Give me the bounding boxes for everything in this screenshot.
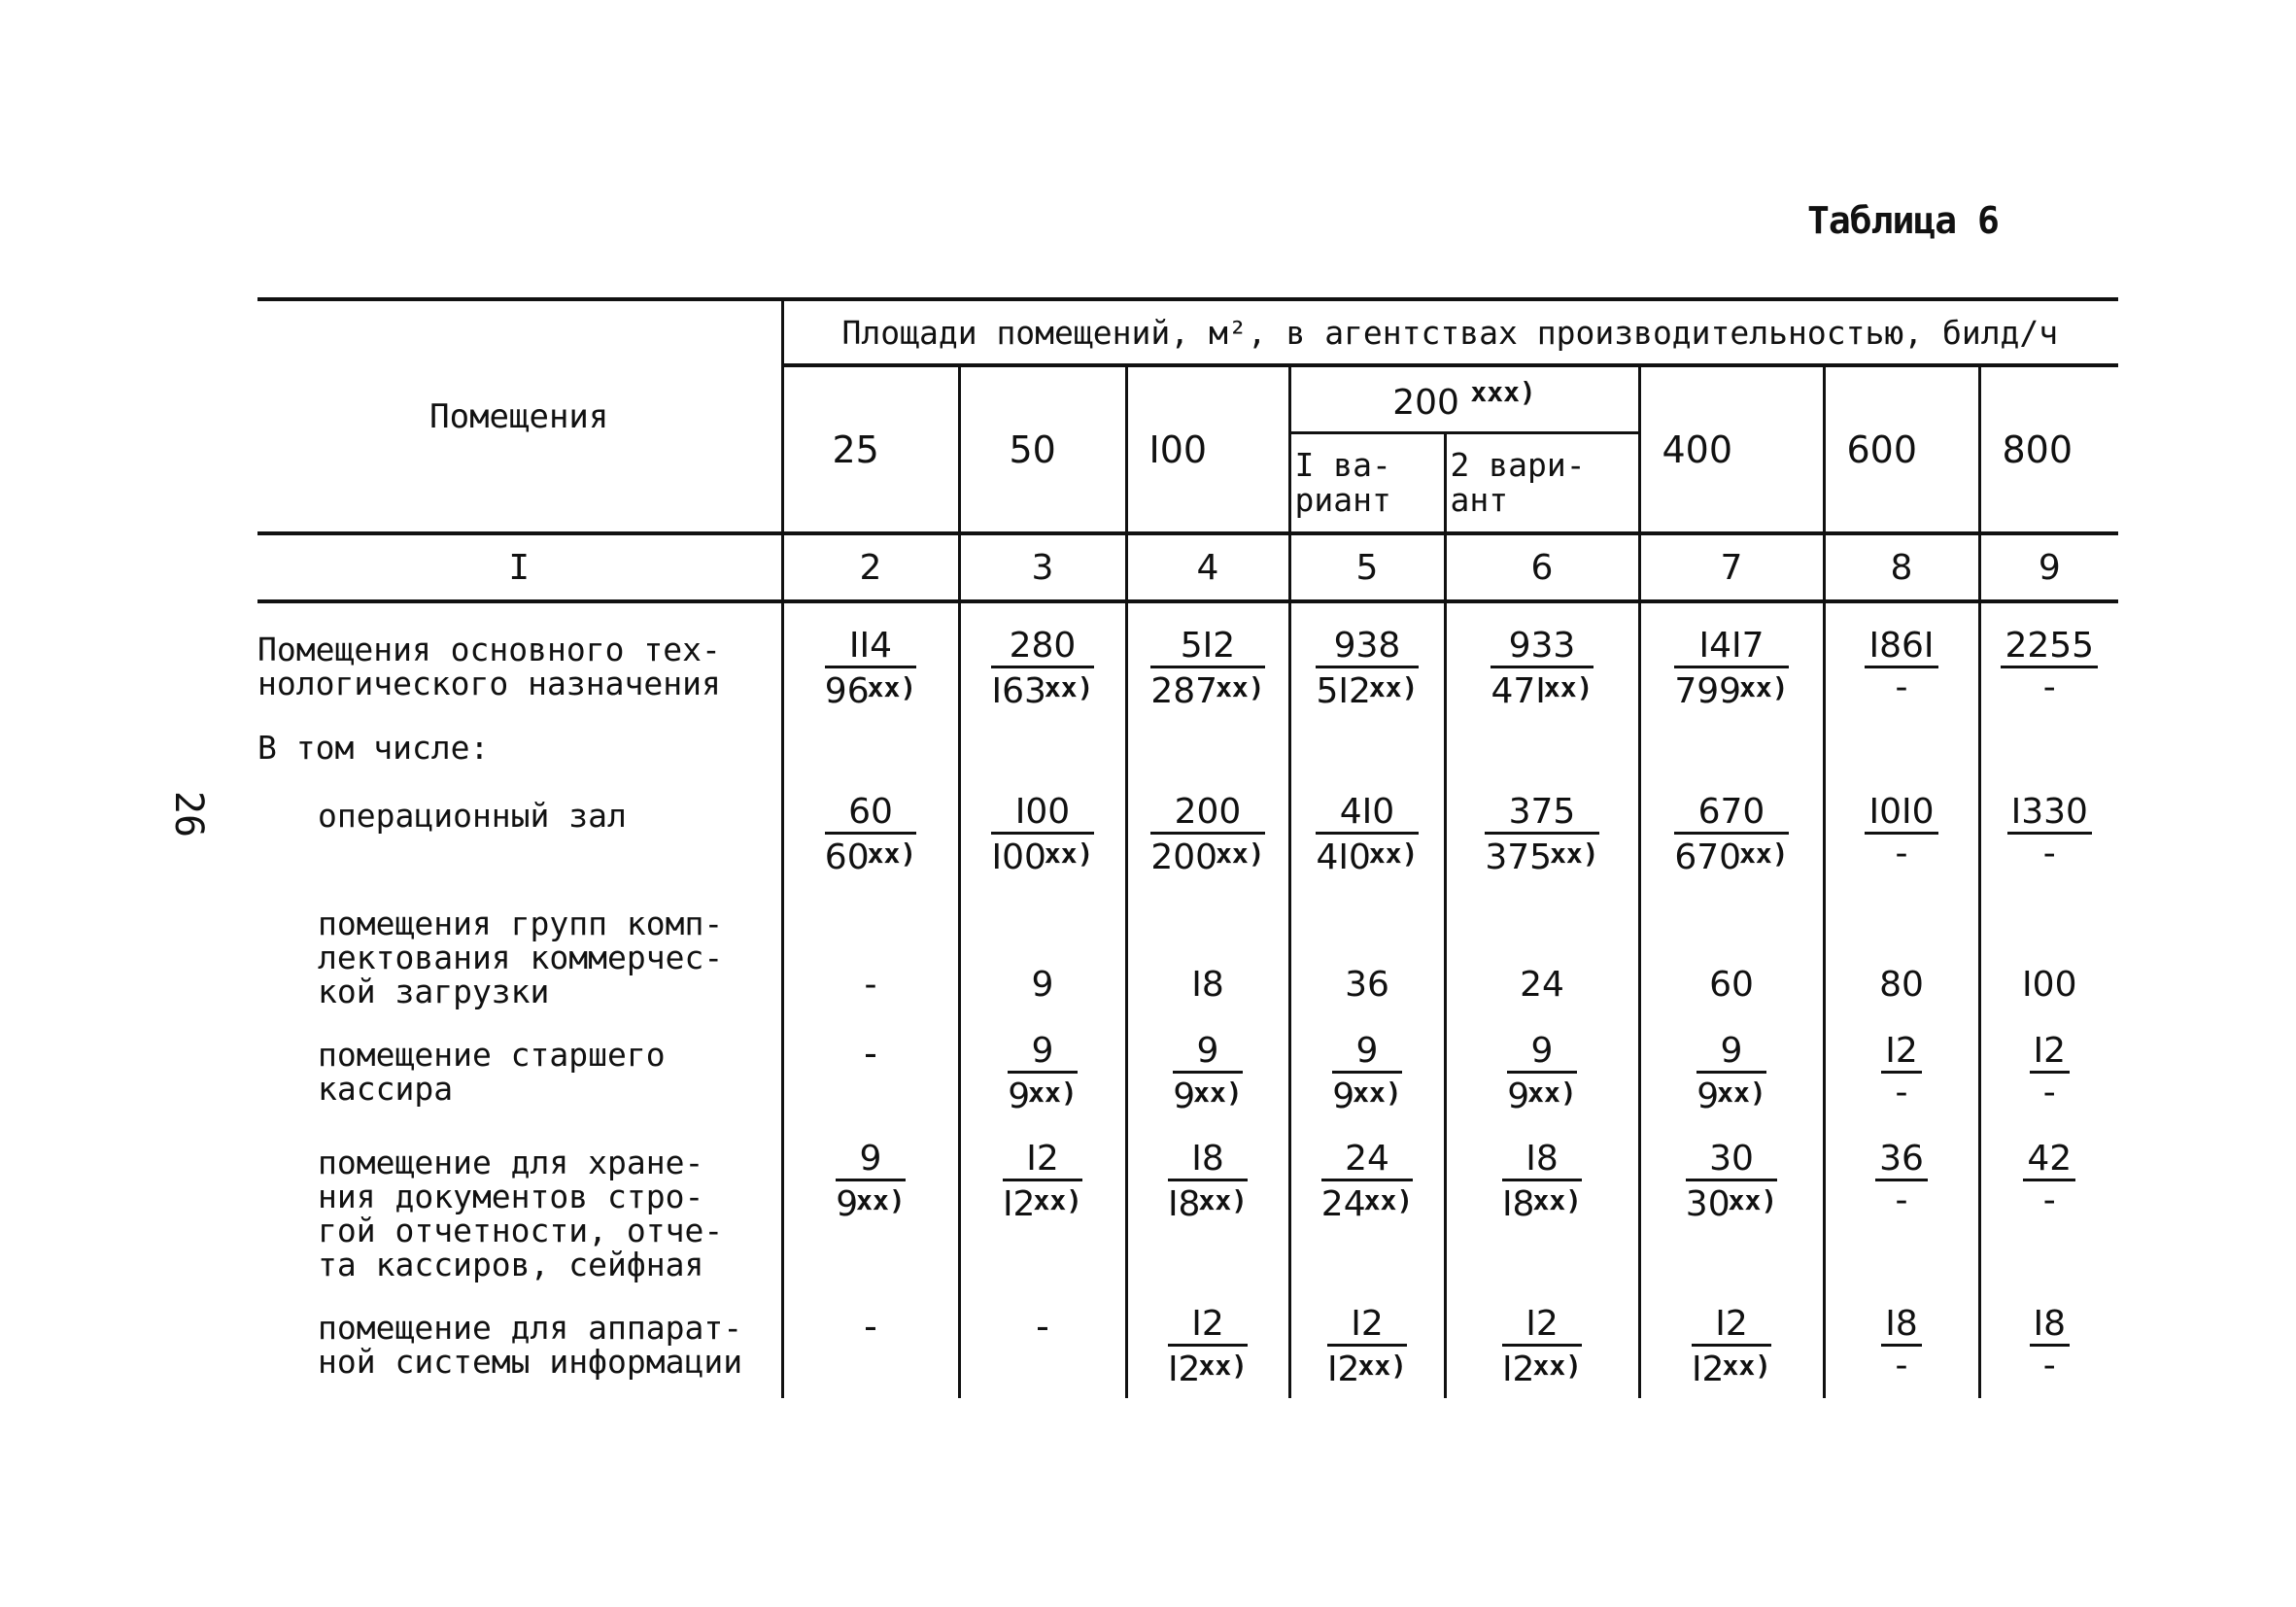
fraction-value bbox=[1692, 1305, 1771, 1389]
value-cell bbox=[1979, 1009, 2118, 1116]
footnote-mark: xx) bbox=[1044, 671, 1094, 703]
value-cell: - bbox=[782, 877, 959, 1009]
column-number: 5 bbox=[1289, 533, 1445, 601]
fraction-value bbox=[1008, 1032, 1077, 1116]
fraction-denominator: I00xx) bbox=[991, 838, 1094, 877]
fraction-denominator: - bbox=[2042, 834, 2056, 873]
fraction-numerator: 280 bbox=[991, 627, 1093, 668]
value-cell: I8 bbox=[1126, 877, 1289, 1009]
value-cell bbox=[959, 711, 1126, 769]
value-cell bbox=[959, 1116, 1126, 1282]
fraction-numerator: 670 bbox=[1674, 793, 1788, 835]
row-label: операционный зал bbox=[318, 797, 627, 835]
fraction-denominator: 9xx) bbox=[1173, 1077, 1243, 1116]
table-row bbox=[257, 877, 2118, 1009]
fraction-numerator: I4I7 bbox=[1674, 627, 1788, 668]
row-label: помещение для хране- ния документов стро- гой отчетности, отче- та кассиров, сейфная bbox=[318, 1144, 724, 1283]
value-cell bbox=[1126, 711, 1289, 769]
fraction-denominator: 670xx) bbox=[1674, 838, 1789, 877]
fraction-numerator: 9 bbox=[836, 1140, 905, 1181]
empty-value: - bbox=[864, 1032, 877, 1075]
fraction-numerator: 9 bbox=[1173, 1032, 1242, 1074]
fraction-value bbox=[836, 1140, 905, 1224]
fraction-denominator: 200xx) bbox=[1150, 838, 1265, 877]
page-number: 26 bbox=[166, 790, 212, 838]
value-cell bbox=[1639, 711, 1824, 769]
fraction-numerator: 5I2 bbox=[1150, 627, 1264, 668]
rooms-header: Помещения bbox=[257, 299, 782, 533]
value-cell bbox=[1979, 1282, 2118, 1398]
value-cell bbox=[1445, 1009, 1639, 1116]
value-cell bbox=[1445, 1282, 1639, 1398]
capacity-200 bbox=[1289, 365, 1639, 433]
value-cell bbox=[1824, 1116, 1979, 1282]
footnote-mark: xx) bbox=[1550, 838, 1599, 870]
value-cell bbox=[1639, 1282, 1824, 1398]
value-cell bbox=[959, 769, 1126, 877]
row-label: помещение старшего кассира bbox=[318, 1036, 666, 1108]
fraction-denominator: 375xx) bbox=[1485, 838, 1599, 877]
fraction-value bbox=[1674, 793, 1788, 877]
fraction-numerator: 938 bbox=[1316, 627, 1418, 668]
footnote-mark: xx) bbox=[1216, 671, 1265, 703]
fraction-denominator: - bbox=[1895, 667, 1908, 707]
empty-value: - bbox=[864, 1305, 877, 1348]
fraction-denominator: 287xx) bbox=[1150, 671, 1265, 711]
fraction-denominator: 4I0xx) bbox=[1316, 838, 1419, 877]
fraction-numerator: I2 bbox=[1881, 1032, 1922, 1074]
fraction-value bbox=[1686, 1140, 1777, 1224]
table-row bbox=[257, 1009, 2118, 1116]
footnote-mark: xx) bbox=[1739, 671, 1789, 703]
variant-1: I ва- риант bbox=[1289, 433, 1445, 534]
column-number: 4 bbox=[1126, 533, 1289, 601]
fraction-numerator: I2 bbox=[2030, 1032, 2071, 1074]
table-row bbox=[257, 769, 2118, 877]
table-row bbox=[257, 711, 2118, 769]
fraction-value bbox=[1321, 1140, 1413, 1224]
fraction-denominator: - bbox=[1895, 1073, 1908, 1112]
value-cell bbox=[1824, 1009, 1979, 1116]
fraction-denominator: I2xx) bbox=[1501, 1350, 1583, 1389]
footnote-mark: xx) bbox=[1363, 1184, 1414, 1216]
value-cell bbox=[1639, 1116, 1824, 1282]
fraction-value bbox=[2007, 793, 2092, 873]
fraction-value bbox=[2023, 1140, 2075, 1220]
fraction-denominator: 5I2xx) bbox=[1316, 671, 1419, 711]
fraction-numerator: I2 bbox=[1003, 1140, 1082, 1181]
fraction-numerator: 9 bbox=[1332, 1032, 1401, 1074]
value-cell bbox=[1824, 1282, 1979, 1398]
fraction-numerator: I0I0 bbox=[1865, 793, 1937, 835]
value-cell bbox=[1445, 769, 1639, 877]
value-cell bbox=[1126, 769, 1289, 877]
fraction-value bbox=[2030, 1305, 2071, 1385]
fraction-denominator: - bbox=[2042, 1073, 2056, 1112]
fraction-numerator: I2 bbox=[1502, 1305, 1582, 1347]
footnote-mark: xx) bbox=[856, 1184, 906, 1216]
fraction-value bbox=[1168, 1305, 1248, 1389]
footnote-mark: xx) bbox=[1532, 1350, 1583, 1382]
footnote-mark: xx) bbox=[1033, 1184, 1083, 1216]
empty-value: - bbox=[1036, 1305, 1049, 1348]
value-cell bbox=[959, 1009, 1126, 1116]
table-row bbox=[257, 601, 2118, 711]
capacity-200-mark: xxx) bbox=[1470, 376, 1536, 408]
fraction-denominator: - bbox=[2042, 1180, 2056, 1220]
value-cell bbox=[1639, 1009, 1824, 1116]
fraction-denominator: 799xx) bbox=[1674, 671, 1789, 711]
value-cell bbox=[1824, 769, 1979, 877]
fraction-denominator: 96xx) bbox=[824, 671, 917, 711]
fraction-numerator: I2 bbox=[1327, 1305, 1407, 1347]
fraction-value bbox=[1332, 1032, 1401, 1116]
fraction-denominator: I2xx) bbox=[1691, 1350, 1772, 1389]
value-cell bbox=[1445, 711, 1639, 769]
fraction-denominator: I2xx) bbox=[1002, 1184, 1083, 1224]
fraction-numerator: I86I bbox=[1865, 627, 1937, 668]
fraction-value bbox=[1502, 1140, 1582, 1224]
value-cell bbox=[1126, 1116, 1289, 1282]
value-cell bbox=[1289, 711, 1445, 769]
fraction-numerator: 36 bbox=[1875, 1140, 1928, 1181]
footnote-mark: xx) bbox=[1353, 1077, 1402, 1109]
value-cell bbox=[1126, 601, 1289, 711]
value-cell bbox=[782, 1009, 959, 1116]
value-cell: 9 bbox=[959, 877, 1126, 1009]
column-number: 2 bbox=[782, 533, 959, 601]
value-cell bbox=[782, 769, 959, 877]
value-cell bbox=[1126, 1282, 1289, 1398]
value-cell bbox=[1979, 769, 2118, 877]
footnote-mark: xx) bbox=[1717, 1077, 1766, 1109]
fraction-value bbox=[1875, 1140, 1928, 1220]
value-cell: 80 bbox=[1824, 877, 1979, 1009]
row-label: помещение для аппарат- ной системы информации bbox=[318, 1309, 743, 1381]
fraction-denominator: - bbox=[1895, 834, 1908, 873]
fraction-denominator: 9xx) bbox=[1696, 1077, 1766, 1116]
fraction-value bbox=[1696, 1032, 1765, 1116]
fraction-numerator: 30 bbox=[1686, 1140, 1777, 1181]
fraction-denominator: I8xx) bbox=[1167, 1184, 1249, 1224]
capacity-25: 25 bbox=[782, 365, 959, 533]
fraction-value bbox=[1150, 793, 1264, 877]
fraction-denominator: 60xx) bbox=[824, 838, 917, 877]
fraction-denominator: - bbox=[1895, 1346, 1908, 1385]
fraction-numerator: 42 bbox=[2023, 1140, 2075, 1181]
value-cell: 60 bbox=[1639, 877, 1824, 1009]
fraction-numerator: 24 bbox=[1321, 1140, 1413, 1181]
row-label: Помещения основного тех- нологического назначения bbox=[257, 631, 721, 702]
value-cell bbox=[1126, 1009, 1289, 1116]
footnote-mark: xx) bbox=[1543, 671, 1593, 703]
value-cell bbox=[782, 601, 959, 711]
capacity-50: 50 bbox=[959, 365, 1126, 533]
fraction-denominator: 9xx) bbox=[836, 1184, 906, 1224]
fraction-denominator: - bbox=[2042, 1346, 2056, 1385]
column-number: 8 bbox=[1824, 533, 1979, 601]
fraction-denominator: 9xx) bbox=[1008, 1077, 1078, 1116]
fraction-value bbox=[825, 793, 916, 877]
fraction-denominator: 47Ixx) bbox=[1491, 671, 1593, 711]
areas-table bbox=[257, 297, 2118, 1398]
fraction-numerator: I2 bbox=[1168, 1305, 1248, 1347]
fraction-value bbox=[2030, 1032, 2071, 1112]
fraction-numerator: 9 bbox=[1507, 1032, 1576, 1074]
fraction-value bbox=[1674, 627, 1788, 711]
column-number: 7 bbox=[1639, 533, 1824, 601]
fraction-value bbox=[1881, 1305, 1922, 1385]
fraction-denominator: - bbox=[1895, 1180, 1908, 1220]
footnote-mark: xx) bbox=[1193, 1077, 1243, 1109]
column-number: 9 bbox=[1979, 533, 2118, 601]
fraction-numerator: 2255 bbox=[2001, 627, 2098, 668]
value-cell bbox=[1289, 1009, 1445, 1116]
table-row bbox=[257, 1282, 2118, 1398]
fraction-numerator: II4 bbox=[825, 627, 916, 668]
variant-2: 2 вари- ант bbox=[1445, 433, 1639, 534]
fraction-numerator: I8 bbox=[2030, 1305, 2071, 1347]
footnote-mark: xx) bbox=[1357, 1350, 1408, 1382]
capacity-200-value: 200 bbox=[1392, 383, 1459, 423]
footnote-mark: xx) bbox=[1722, 1350, 1772, 1382]
footnote-mark: xx) bbox=[1532, 1184, 1583, 1216]
row-label: помещения групп комп- лектования коммерчес- кой загрузки bbox=[318, 905, 724, 1010]
value-cell bbox=[1289, 601, 1445, 711]
value-cell bbox=[1639, 601, 1824, 711]
fraction-numerator: 60 bbox=[825, 793, 916, 835]
fraction-numerator: 9 bbox=[1696, 1032, 1765, 1074]
footnote-mark: xx) bbox=[1368, 838, 1419, 870]
footnote-mark: xx) bbox=[1368, 671, 1419, 703]
value-cell bbox=[1824, 711, 1979, 769]
fraction-value bbox=[2001, 627, 2098, 707]
value-cell bbox=[1979, 711, 2118, 769]
fraction-value bbox=[1507, 1032, 1576, 1116]
value-cell bbox=[959, 1282, 1126, 1398]
fraction-denominator: I2xx) bbox=[1167, 1350, 1249, 1389]
value-cell bbox=[1824, 601, 1979, 711]
footnote-mark: xx) bbox=[1739, 838, 1789, 870]
column-number: 3 bbox=[959, 533, 1126, 601]
capacity-800: 800 bbox=[1979, 365, 2118, 533]
value-cell bbox=[1979, 1116, 2118, 1282]
fraction-numerator: I330 bbox=[2007, 793, 2092, 835]
fraction-value bbox=[1173, 1032, 1242, 1116]
capacity-400: 400 bbox=[1639, 365, 1824, 533]
table-row bbox=[257, 1116, 2118, 1282]
fraction-value bbox=[991, 627, 1093, 711]
fraction-value bbox=[1491, 627, 1593, 711]
value-cell: 24 bbox=[1445, 877, 1639, 1009]
value-cell: I00 bbox=[1979, 877, 2118, 1009]
value-cell bbox=[782, 1282, 959, 1398]
fraction-denominator: 9xx) bbox=[1507, 1077, 1577, 1116]
fraction-denominator: 24xx) bbox=[1320, 1184, 1414, 1224]
fraction-numerator: I2 bbox=[1692, 1305, 1771, 1347]
fraction-denominator: 30xx) bbox=[1685, 1184, 1778, 1224]
fraction-numerator: I8 bbox=[1168, 1140, 1248, 1181]
footnote-mark: xx) bbox=[1198, 1350, 1249, 1382]
fraction-value bbox=[1003, 1140, 1082, 1224]
capacity-600: 600 bbox=[1824, 365, 1979, 533]
value-cell bbox=[1445, 601, 1639, 711]
fraction-denominator: I8xx) bbox=[1501, 1184, 1583, 1224]
fraction-value bbox=[1316, 793, 1418, 877]
fraction-value bbox=[1865, 793, 1937, 873]
value-cell bbox=[959, 601, 1126, 711]
fraction-numerator: 4I0 bbox=[1316, 793, 1418, 835]
value-cell bbox=[1979, 601, 2118, 711]
footnote-mark: xx) bbox=[1028, 1077, 1078, 1109]
footnote-mark: xx) bbox=[1216, 838, 1265, 870]
value-cell bbox=[782, 711, 959, 769]
fraction-value bbox=[1881, 1032, 1922, 1112]
fraction-value bbox=[1316, 627, 1418, 711]
fraction-numerator: 375 bbox=[1485, 793, 1598, 835]
footnote-mark: xx) bbox=[867, 671, 917, 703]
footnote-mark: xx) bbox=[1527, 1077, 1577, 1109]
value-cell bbox=[1445, 1116, 1639, 1282]
value-cell bbox=[1289, 769, 1445, 877]
fraction-value bbox=[1327, 1305, 1407, 1389]
footnote-mark: xx) bbox=[1198, 1184, 1249, 1216]
footnote-mark: xx) bbox=[1044, 838, 1094, 870]
fraction-value bbox=[1502, 1305, 1582, 1389]
fraction-denominator: - bbox=[2042, 667, 2056, 707]
capacity-100: I00 bbox=[1126, 365, 1289, 533]
fraction-numerator: I8 bbox=[1881, 1305, 1922, 1347]
fraction-value bbox=[1865, 627, 1937, 707]
row-label: В том числе: bbox=[257, 729, 490, 767]
fraction-numerator: I00 bbox=[991, 793, 1093, 835]
value-cell bbox=[782, 1116, 959, 1282]
fraction-value bbox=[991, 793, 1093, 877]
value-cell bbox=[1289, 1282, 1445, 1398]
value-cell: 36 bbox=[1289, 877, 1445, 1009]
table-label: Таблица 6 bbox=[1807, 199, 1999, 242]
value-cell bbox=[1639, 769, 1824, 877]
fraction-numerator: 933 bbox=[1491, 627, 1593, 668]
footnote-mark: xx) bbox=[867, 838, 917, 870]
column-number: I bbox=[508, 547, 531, 588]
fraction-value bbox=[825, 627, 916, 711]
areas-title: Площади помещений, м², в агентствах производительностью, билд/ч bbox=[782, 299, 2118, 365]
fraction-numerator: 200 bbox=[1150, 793, 1264, 835]
column-number: 6 bbox=[1445, 533, 1639, 601]
fraction-value bbox=[1150, 627, 1264, 711]
fraction-denominator: 9xx) bbox=[1332, 1077, 1402, 1116]
fraction-value bbox=[1485, 793, 1598, 877]
fraction-value bbox=[1168, 1140, 1248, 1224]
value-cell bbox=[1289, 1116, 1445, 1282]
fraction-numerator: I8 bbox=[1502, 1140, 1582, 1181]
fraction-denominator: I63xx) bbox=[991, 671, 1094, 711]
fraction-denominator: I2xx) bbox=[1326, 1350, 1408, 1389]
fraction-numerator: 9 bbox=[1008, 1032, 1077, 1074]
footnote-mark: xx) bbox=[1728, 1184, 1778, 1216]
